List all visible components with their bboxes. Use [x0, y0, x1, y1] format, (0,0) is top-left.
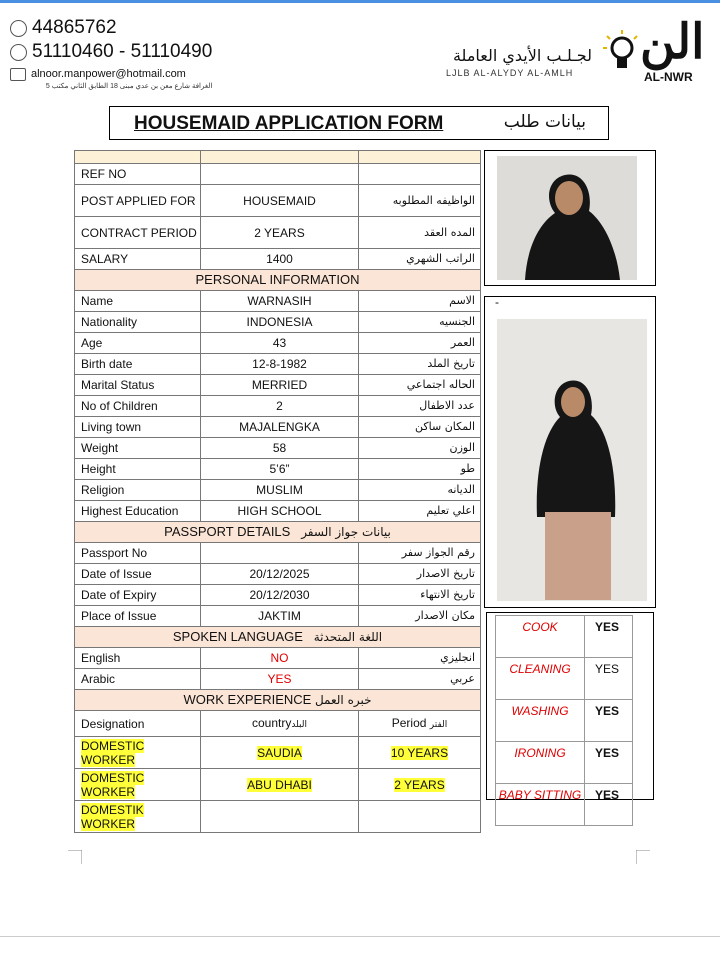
skill-row — [496, 658, 633, 700]
contract-label: CONTRACT PERIOD — [75, 217, 201, 249]
skill-name: WASHING — [496, 700, 585, 742]
row-arabic: الحاله اجتماعي — [359, 375, 481, 396]
application-form-table — [74, 150, 481, 833]
experience-heading-arabic: خبره العمل — [314, 693, 372, 707]
country-header-text: country — [251, 715, 292, 730]
contact-block — [10, 16, 212, 90]
salary-value: 1400 — [201, 249, 359, 270]
form-title: HOUSEMAID APPLICATION FORM — [134, 113, 444, 134]
designation-value: DOMESTIC WORKER — [81, 738, 145, 767]
row-label: Name — [75, 291, 201, 312]
row-value: MERRIED — [201, 375, 359, 396]
row-arabic: تاريخ الملد — [359, 354, 481, 375]
full-body-image — [485, 297, 655, 607]
passport-heading-cell — [75, 522, 481, 543]
company-logo — [446, 14, 708, 86]
corner-mark-right — [636, 850, 650, 864]
row-arabic: العمر — [359, 333, 481, 354]
top-accent-line — [0, 0, 720, 3]
row-label: Date of Expiry — [75, 585, 201, 606]
table-row — [75, 501, 481, 522]
row-value — [201, 543, 359, 564]
row-arabic: تاريخ الانتهاء — [359, 585, 481, 606]
page-bottom-line — [0, 936, 720, 937]
row-label: Arabic — [75, 669, 201, 690]
row-value: 20/12/2025 — [201, 564, 359, 585]
skill-row — [496, 742, 633, 784]
row-label: English — [75, 648, 201, 669]
lightbulb-icon — [602, 28, 642, 76]
table-row — [75, 669, 481, 690]
row-arabic: الاسم — [359, 291, 481, 312]
period-cell — [359, 769, 481, 801]
row-value: 20/12/2030 — [201, 585, 359, 606]
table-row — [75, 737, 481, 769]
logo-arabic: لجـلـب الأيدي العاملة — [452, 46, 592, 65]
table-row — [75, 606, 481, 627]
ref-no-value — [201, 164, 359, 185]
table-row — [75, 648, 481, 669]
address: الغرافة شارع معن بن عدي مبنى 18 الطابق الثاني مكتب 5 — [45, 83, 213, 90]
country-value — [201, 801, 359, 833]
skill-value: YES — [585, 742, 633, 784]
table-row — [75, 164, 481, 185]
row-arabic: الوزن — [359, 438, 481, 459]
country-value: ABU DHABI — [247, 777, 312, 792]
country-value: SAUDIA — [257, 745, 302, 760]
table-row — [75, 480, 481, 501]
salary-arabic: الراتب الشهري — [359, 249, 481, 270]
post-label: POST APPLIED FOR — [75, 185, 201, 217]
experience-heading: WORK EXPERIENCE — [183, 692, 312, 707]
table-row — [75, 396, 481, 417]
row-arabic: عربي — [359, 669, 481, 690]
table-header-strip — [75, 151, 481, 164]
period-header — [359, 711, 481, 737]
logo-tagline: AL-NWR — [644, 70, 693, 84]
period-value: 10 YEARS — [390, 745, 449, 760]
skill-name: CLEANING — [496, 658, 585, 700]
table-row — [75, 249, 481, 270]
corner-mark-left — [68, 850, 82, 864]
row-value: 58 — [201, 438, 359, 459]
language-heading: SPOKEN LANGUAGE — [172, 629, 303, 644]
skills-box — [486, 612, 654, 800]
country-cell — [201, 769, 359, 801]
section-heading — [75, 690, 481, 711]
section-heading — [75, 522, 481, 543]
applicant-photo-full — [484, 296, 656, 608]
row-value: 12-8-1982 — [201, 354, 359, 375]
table-row — [75, 585, 481, 606]
designation-value: DOMESTIC WORKER — [81, 770, 145, 799]
skill-value: YES — [585, 658, 633, 700]
form-title-arabic: بيانات طلب — [503, 112, 586, 132]
period-value — [359, 801, 481, 833]
table-row — [75, 312, 481, 333]
row-label: Date of Issue — [75, 564, 201, 585]
designation-cell — [75, 737, 201, 769]
language-heading-cell — [75, 627, 481, 648]
table-row — [75, 459, 481, 480]
section-heading — [75, 270, 481, 291]
row-label: Age — [75, 333, 201, 354]
row-arabic: انجليزي — [359, 648, 481, 669]
table-row — [75, 543, 481, 564]
country-header — [201, 711, 359, 737]
table-row — [75, 185, 481, 217]
row-arabic: مكان الاصدار — [359, 606, 481, 627]
row-label: Place of Issue — [75, 606, 201, 627]
skill-row — [496, 700, 633, 742]
language-heading-arabic: اللغة المتحدثة — [313, 630, 383, 644]
skill-name: IRONING — [496, 742, 585, 784]
passport-heading-arabic: بيانات جواز السفر — [301, 525, 391, 539]
period-cell — [359, 737, 481, 769]
designation-cell — [75, 769, 201, 801]
row-label: Living town — [75, 417, 201, 438]
row-value: WARNASIH — [201, 291, 359, 312]
row-arabic: الجنسيه — [359, 312, 481, 333]
skill-row — [496, 784, 633, 826]
row-label: No of Children — [75, 396, 201, 417]
table-row — [75, 333, 481, 354]
row-value: 5’6” — [201, 459, 359, 480]
row-label: Birth date — [75, 354, 201, 375]
passport-heading: PASSPORT DETAILS — [164, 524, 291, 539]
designation-value: DOMESTIK WORKER — [81, 802, 144, 831]
row-label: Marital Status — [75, 375, 201, 396]
contract-value: 2 YEARS — [201, 217, 359, 249]
row-arabic: المكان ساكن — [359, 417, 481, 438]
row-arabic: رقم الجواز سفر — [359, 543, 481, 564]
table-row — [75, 291, 481, 312]
post-value: HOUSEMAID — [201, 185, 359, 217]
row-arabic: طو — [359, 459, 481, 480]
row-label: Passport No — [75, 543, 201, 564]
table-row — [75, 217, 481, 249]
country-header-arabic: البلد — [291, 719, 308, 730]
table-row — [75, 375, 481, 396]
row-value: NO — [201, 648, 359, 669]
form-title-box — [109, 106, 609, 140]
table-row — [75, 711, 481, 737]
phone-icon — [10, 20, 27, 37]
row-value: INDONESIA — [201, 312, 359, 333]
contract-arabic: المده العقد — [359, 217, 481, 249]
period-header-arabic: الفتر — [429, 719, 448, 730]
country-cell — [201, 737, 359, 769]
logo-mark: الن — [640, 14, 705, 70]
row-value: 43 — [201, 333, 359, 354]
post-arabic: الواظيفه المطلوبه — [359, 185, 481, 217]
phone-main: 44865762 — [32, 17, 117, 38]
row-label: Highest Education — [75, 501, 201, 522]
row-arabic: عدد الاطفال — [359, 396, 481, 417]
personal-heading: PERSONAL INFORMATION — [75, 270, 481, 291]
email-icon — [10, 68, 26, 81]
applicant-photo-portrait — [484, 150, 656, 286]
row-value: MAJALENGKA — [201, 417, 359, 438]
row-value: 2 — [201, 396, 359, 417]
skill-value: YES — [585, 616, 633, 658]
salary-label: SALARY — [75, 249, 201, 270]
row-value: YES — [201, 669, 359, 690]
portrait-image — [485, 151, 655, 285]
mobile-icon — [10, 44, 27, 61]
row-label: Religion — [75, 480, 201, 501]
period-value: 2 YEARS — [394, 777, 445, 792]
skill-value: YES — [585, 700, 633, 742]
phone-alt: 51110460 - 51110490 — [32, 41, 213, 62]
section-heading — [75, 627, 481, 648]
row-arabic: الديانه — [359, 480, 481, 501]
row-arabic: اعلي تعليم — [359, 501, 481, 522]
ref-no-label: REF NO — [75, 164, 201, 185]
table-row — [75, 769, 481, 801]
skill-name: COOK — [496, 616, 585, 658]
skills-table — [495, 615, 633, 826]
row-value: MUSLIM — [201, 480, 359, 501]
table-row — [75, 417, 481, 438]
row-value: HIGH SCHOOL — [201, 501, 359, 522]
ref-no-arabic — [359, 164, 481, 185]
table-row — [75, 564, 481, 585]
table-row — [75, 801, 481, 833]
designation-header: Designation — [75, 711, 201, 737]
table-row — [75, 438, 481, 459]
logo-english: LJLB AL-ALYDY AL-AMLH — [446, 68, 574, 78]
row-label: Nationality — [75, 312, 201, 333]
row-arabic: تاريخ الاصدار — [359, 564, 481, 585]
skill-name: BABY SITTING — [496, 784, 585, 826]
row-label: Weight — [75, 438, 201, 459]
email: alnoor.manpower@hotmail.com — [31, 68, 186, 80]
skill-value: YES — [585, 784, 633, 826]
row-value: JAKTIM — [201, 606, 359, 627]
experience-heading-cell — [75, 690, 481, 711]
photo-mark: - — [495, 295, 499, 309]
row-label: Height — [75, 459, 201, 480]
skill-row — [496, 616, 633, 658]
designation-cell — [75, 801, 201, 833]
table-row — [75, 354, 481, 375]
period-header-text: Period — [391, 715, 427, 730]
